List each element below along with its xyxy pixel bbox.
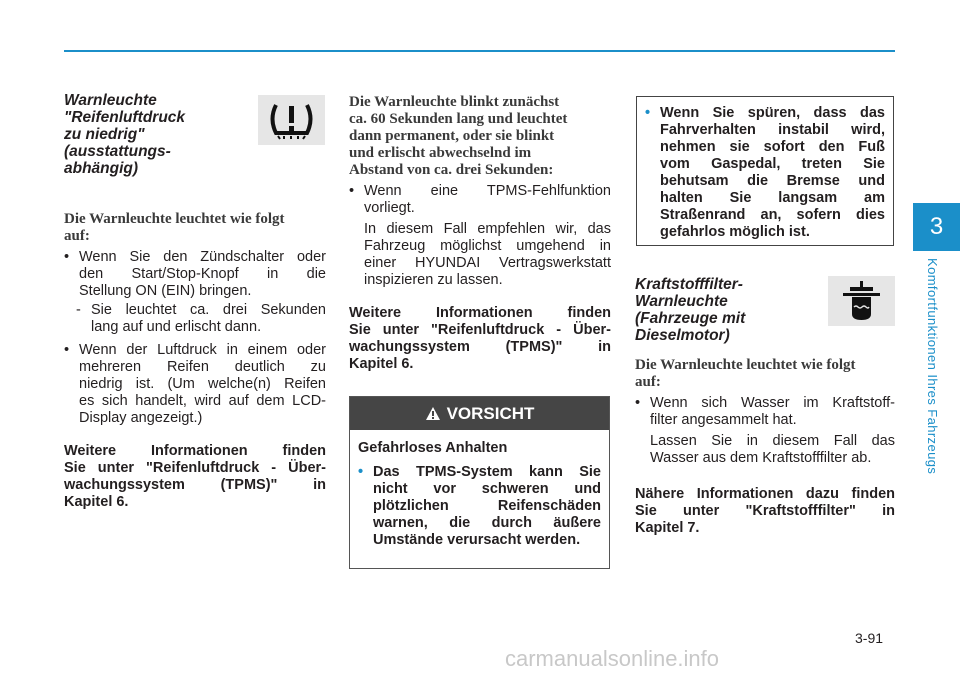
- text-line: Fahrverhalten instabil wird,: [660, 122, 885, 138]
- text-line: gefahrlos möglich ist.: [660, 224, 810, 240]
- chapter-title: Komfortfunktionen Ihres Fahrzeugs: [925, 258, 940, 475]
- text-line: Weitere Informationen finden: [64, 443, 326, 459]
- text-line: plötzlichen Reifenschäden: [373, 498, 601, 514]
- tpms-info-reference: [64, 443, 326, 511]
- text-line: filter angesammelt hat.: [650, 412, 797, 428]
- warning-bullet: • Wenn Sie spüren, dass das Fahrverhalten instabil wird, nehmen sie sofort den Fuß vom Gaspedal, treten Sie behutsam die Bremse und halten Sie langsam am Straßenrand an, sofern dies gefahrlos möglich ist.: [645, 105, 885, 240]
- text-line: halten Sie langsam am: [660, 190, 885, 206]
- subhead-line: dann permanent, oder sie blinkt: [349, 128, 555, 144]
- text-line: lang auf und erlischt dann.: [91, 319, 262, 335]
- text-line: vorliegt.: [364, 200, 415, 216]
- text-line: Wasser aus dem Kraftstofffilter ab.: [650, 450, 872, 466]
- text-line: Stellung ON (EIN) bringen.: [79, 283, 252, 299]
- subhead-line: auf:: [64, 228, 90, 244]
- subhead-line: und erlischt abwechselnd im: [349, 145, 532, 161]
- text-line: es sich handelt, wird auf dem LCD-: [79, 393, 326, 409]
- text-line: warnen, die durch äußere: [373, 515, 601, 531]
- tpms-bullet-malfunction: • Wenn eine TPMS-Fehlfunktion vorliegt.: [349, 183, 611, 216]
- caution-box: [349, 396, 610, 569]
- subhead-line: Die Warnleuchte leuchtet wie folgt: [64, 211, 285, 227]
- tpms-heading: [64, 92, 244, 177]
- fuel-filter-info-reference: [635, 486, 895, 537]
- text-line: Sie unter "Reifenluftdruck - Über-: [349, 322, 611, 338]
- heading-line: (ausstattungs-: [64, 143, 171, 160]
- fuel-filter-bullet: • Wenn sich Wasser im Kraftstoff- filter angesammelt hat.: [635, 395, 895, 428]
- subhead-line: Abstand von ca. drei Sekunden:: [349, 162, 554, 178]
- text-line: Umstände verursacht werden.: [373, 532, 581, 548]
- text-line: Wenn sich Wasser im Kraftstoff-: [650, 395, 895, 411]
- tpms-icon-box: [258, 95, 325, 145]
- text-line: Wenn eine TPMS-Fehlfunktion: [364, 183, 611, 199]
- text-line: inspizieren zu lassen.: [364, 272, 503, 288]
- tpms-bullet-pressure: • Wenn der Luftdruck in einem oder mehreren Reifen deutlich zu niedrig ist. (Um welche(n) Reifen es sich handelt, wird auf dem LCD- Display angezeigt.): [64, 342, 326, 426]
- text-line: Das TPMS-System kann Sie: [373, 464, 601, 480]
- text-line: Lassen Sie in diesem Fall das: [650, 433, 895, 449]
- heading-line: zu niedrig": [64, 126, 145, 143]
- text-line: niedrig ist. (Um welche(n) Reifen: [79, 376, 326, 392]
- text-line: Kapitel 6.: [64, 494, 129, 510]
- text-line: mehreren Reifen deutlich zu: [79, 359, 326, 375]
- text-line: nehmen sie sofort den Fuß: [660, 139, 885, 155]
- subhead-line: Die Warnleuchte leuchtet wie folgt: [635, 357, 856, 373]
- text-line: nicht vor schweren und: [373, 481, 601, 497]
- text-line: Straßenrand an, sofern dies: [660, 207, 885, 223]
- text-line: vom Gaspedal, treten Sie: [660, 156, 885, 172]
- subhead-line: ca. 60 Sekunden lang und leuchtet: [349, 111, 568, 127]
- tpms-warning-icon: [258, 95, 325, 145]
- text-line: In diesem Fall empfehlen wir, das: [364, 221, 611, 237]
- text-line: den Start/Stop-Knopf in die: [79, 266, 326, 282]
- tpms-blink-subhead: [349, 94, 611, 179]
- text-line: Kapitel 7.: [635, 520, 700, 536]
- text-line: wachungssystem (TPMS)" in: [64, 477, 326, 493]
- fuel-filter-icon: [828, 276, 895, 326]
- text-line: Sie unter "Reifenluftdruck - Über-: [64, 460, 326, 476]
- tpms-info-reference-2: [349, 305, 611, 373]
- heading-line: Kraftstofffilter-: [635, 276, 743, 293]
- caution-subtitle: Gefahrloses Anhalten: [358, 440, 508, 456]
- chapter-number: 3: [929, 213, 944, 240]
- text-line: Nähere Informationen dazu finden: [635, 486, 895, 502]
- heading-line: Warnleuchte: [64, 92, 157, 109]
- caution-bullet: • Das TPMS-System kann Sie nicht vor schweren und plötzlichen Reifenschäden warnen, die durch äußere Umstände verursacht werden.: [358, 464, 601, 548]
- page-number: 3-91: [855, 630, 884, 646]
- text-line: Fahrzeug möglichst umgehend in: [364, 238, 611, 254]
- text-line: Kapitel 6.: [349, 356, 414, 372]
- text-line: einer HYUNDAI Vertragswerkstatt: [364, 255, 611, 271]
- heading-line: abhängig): [64, 160, 139, 177]
- subhead-line: auf:: [635, 374, 661, 390]
- text-line: Sie leuchtet ca. drei Sekunden: [91, 302, 326, 318]
- tpms-malfunction-advice: [364, 221, 611, 289]
- tpms-lights-subhead: [64, 211, 326, 245]
- chapter-tab[interactable]: [913, 203, 960, 251]
- heading-line: "Reifenluftdruck: [64, 109, 186, 126]
- text-line: Wenn der Luftdruck in einem oder: [79, 342, 326, 358]
- caution-title: VORSICHT: [446, 403, 535, 423]
- heading-line: Dieselmotor): [635, 327, 730, 344]
- warning-continued-box: [636, 96, 894, 246]
- watermark: carmanualsonline.info: [505, 646, 720, 671]
- tpms-sub-item: - Sie leuchtet ca. drei Sekunden lang auf und erlischt dann.: [76, 302, 326, 335]
- text-line: wachungssystem (TPMS)" in: [349, 339, 611, 355]
- header-rule: [64, 50, 895, 52]
- heading-line: (Fahrzeuge mit: [635, 310, 746, 327]
- heading-line: Warnleuchte: [635, 293, 728, 310]
- fuel-filter-heading: [635, 276, 815, 344]
- warning-triangle-icon: [425, 406, 441, 421]
- fuel-filter-subhead: [635, 357, 895, 391]
- subhead-line: Die Warnleuchte blinkt zunächst: [349, 94, 560, 110]
- text-line: Sie unter "Kraftstofffilter" in: [635, 503, 895, 519]
- tpms-bullet-ignition: • Wenn Sie den Zündschalter oder den Start/Stop-Knopf in die Stellung ON (EIN) bringen.: [64, 249, 326, 299]
- fuel-filter-advice: [650, 433, 895, 467]
- text-line: Weitere Informationen finden: [349, 305, 611, 321]
- text-line: behutsam die Bremse und: [660, 173, 885, 189]
- text-line: Wenn Sie spüren, dass das: [660, 105, 885, 121]
- text-line: Display angezeigt.): [79, 410, 203, 426]
- text-line: Wenn Sie den Zündschalter oder: [79, 249, 326, 265]
- fuel-filter-icon-box: [828, 276, 895, 326]
- caution-header: [350, 397, 609, 430]
